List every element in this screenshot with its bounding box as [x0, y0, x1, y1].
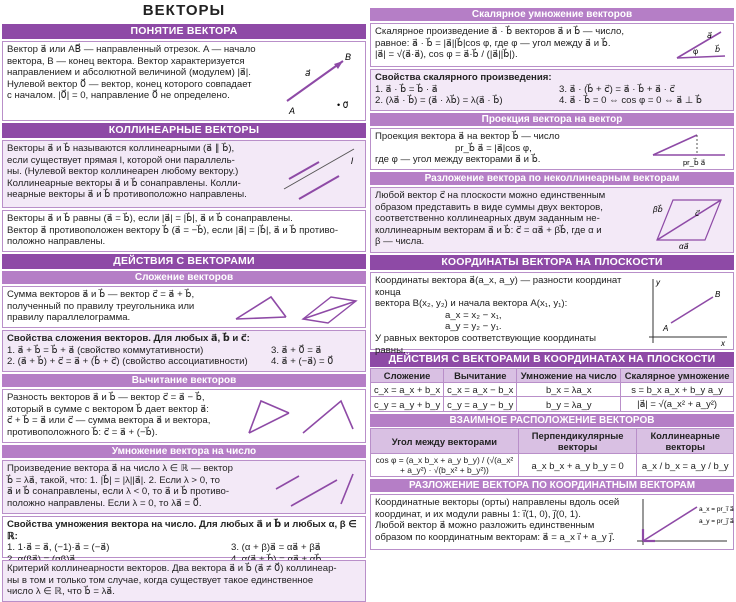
table-header: Сложение [371, 369, 444, 383]
beta-b-label: βb⃗ [653, 205, 663, 214]
triangle-rule [236, 297, 286, 319]
table-header: Перпендикулярные векторы [518, 429, 637, 454]
basis-line: Координатные векторы (орты) направлены вдоль осей [375, 497, 620, 508]
projection-box [370, 128, 734, 170]
coords-header: КООРДИНАТЫ ВЕКТОРА НА ПЛОСКОСТИ [370, 255, 734, 270]
point-b-label: B [715, 290, 721, 299]
addition-prop: 3. a⃗ + 0⃗ = a⃗ [271, 344, 322, 356]
table-cell: c_y = a_y − b_y [444, 397, 517, 412]
point-a-label: A [663, 324, 669, 333]
multiply-line: a⃗ и b⃗ сонаправлены, если λ < 0, то a⃗ и b⃗ противо- [7, 486, 230, 498]
table-header: Умножение на число [517, 369, 621, 383]
vector-ab-diagram [279, 46, 361, 116]
addition-line: полученный по правилу треугольника или [7, 300, 195, 312]
vector-a-line [289, 162, 319, 179]
addition-props-box [2, 330, 366, 372]
vector-a [653, 135, 697, 155]
collinear-figure [279, 143, 361, 205]
collinear-line: Векторы a⃗ и b⃗ называются коллинеарными (a⃗ ∥ b⃗), [7, 143, 235, 154]
collinear-line: неарные векторы a⃗ и b⃗ противоположно направлены. [7, 189, 247, 201]
decomp-header: Разложение вектора по неколлинеарным векторам [370, 172, 734, 185]
coords-line: вектора B(x₂, y₂) и начала вектора A(x₁, y₁): [375, 298, 568, 310]
multiply-props-title: Свойства умножения вектора на число. Для любых a⃗ и b⃗ и любых α, β ∈ ℝ: [7, 519, 357, 542]
table-row [371, 454, 734, 477]
collinear-line: Коллинеарные векторы a⃗ и b⃗ сонаправлены. Колли- [7, 177, 241, 189]
addition-prop: 2. (a⃗ + b⃗) + c⃗ = a⃗ + (b⃗ + c⃗) (свойство ассоциативности) [7, 356, 248, 368]
addition-box [2, 286, 366, 328]
subtraction-diagram [241, 393, 361, 439]
collinear-box [2, 140, 366, 208]
table-cell: a_x b_x + a_y b_y = 0 [518, 454, 637, 477]
scalar-prop: 3. a⃗ · (b⃗ + c⃗) = a⃗ · b⃗ + a⃗ · c⃗ [559, 83, 675, 95]
multiply-line: b⃗ = λa⃗, такой, что: 1. |b⃗| = |λ||a⃗|. 2. Если λ > 0, то [7, 474, 220, 486]
vector-neg-half-a [341, 474, 353, 504]
table-cell: b_x = λa_x [517, 383, 621, 397]
projection-diagram [649, 131, 729, 167]
scalar-prop: 1. a⃗ · b⃗ = b⃗ · a⃗ [375, 83, 438, 95]
projection-header: Проекция вектора на вектор [370, 113, 734, 126]
concept-line: направлением и абсолютной величиной (модулем) |a⃗|. [7, 67, 251, 79]
opposite-vector-rule [303, 401, 353, 433]
multiply-box [2, 460, 366, 514]
multiply-props-box [2, 516, 366, 558]
criterion-box [2, 560, 366, 602]
scalar-header: Скалярное умножение векторов [370, 8, 734, 21]
multiply-prop: 3. (α + β)a⃗ = αa⃗ + βa⃗ [231, 542, 321, 554]
arrowhead-icon [334, 61, 343, 69]
triangle-parallelogram-diagram [231, 289, 361, 325]
mutual-table [370, 428, 734, 477]
vector-a-label: a⃗ [707, 31, 712, 40]
scalar-prop: 4. a⃗ · b⃗ = 0 ⇔ cos φ = 0 ⇔ a⃗ ⊥ b⃗ [559, 95, 703, 107]
table-cell: c_y = a_y + b_y [371, 397, 444, 412]
actions-header: ДЕЙСТВИЯ С ВЕКТОРАМИ [2, 254, 366, 269]
table-header: Вычитание [444, 369, 517, 383]
collinear-header: КОЛЛИНЕАРНЫЕ ВЕКТОРЫ [2, 123, 366, 138]
addition-figure [231, 289, 361, 325]
multiply-subheader: Умножение вектора на число [2, 445, 366, 458]
collinear-line: ны. (Нулевой вектор коллинеарен любому вектору.) [7, 166, 239, 178]
point-b-label: B [345, 52, 352, 62]
ay-label: a_y = pr_j⃗ a⃗ [699, 518, 734, 525]
table-cell: b_y = λa_y [517, 397, 621, 412]
vector-a [276, 476, 299, 489]
multiply-line: Произведение вектора a⃗ на число λ ∈ ℝ — вектор [7, 463, 233, 474]
decomp-line: Любой вектор c⃗ на плоскости можно единственным [375, 190, 606, 201]
equal-line: Векторы a⃗ и b⃗ равны (a⃗ = b⃗), если |a⃗| = |b⃗|, a⃗ и b⃗ сонаправлены. [7, 213, 293, 224]
line-l-label: l [351, 156, 353, 166]
equal-line: положно направлены. [7, 236, 106, 248]
x-axis-label: x [721, 339, 725, 348]
coords-line: a_y = y₂ − y₁. [445, 321, 502, 333]
vector-a [643, 507, 697, 541]
diagonal-vector [303, 301, 356, 319]
projection-line: Проекция вектора a⃗ на вектор b⃗ — число [375, 131, 560, 142]
coordinate-diagram [643, 275, 729, 347]
page-title: ВЕКТОРЫ [142, 2, 226, 19]
addition-line: правилу параллелограмма. [7, 312, 131, 324]
subtraction-box [2, 389, 366, 443]
addition-prop: 1. a⃗ + b⃗ = b⃗ + a⃗ (свойство коммутативности) [7, 344, 204, 356]
subtraction-line: противоположного b⃗: c⃗ = a⃗ + (−b⃗). [7, 426, 158, 438]
vector-ab [671, 297, 713, 323]
equal-vectors-box [2, 210, 366, 252]
decomposition-diagram [649, 190, 729, 250]
decomp-figure [649, 190, 729, 250]
table-header: Угол между векторами [371, 429, 519, 454]
basis-line: координат, и их модули равны 1: i⃗(1, 0), j⃗(0, 1). [375, 508, 581, 520]
projection-line: где φ — угол между векторами a⃗ и b⃗. [375, 154, 541, 166]
table-cell: s = b_x a_x + b_y a_y [621, 383, 734, 397]
vector-ab-line [287, 61, 343, 101]
point-a-label: A [289, 106, 296, 116]
scalar-prop: 2. (λa⃗ · b⃗) = (a⃗ · λb⃗) = λ(a⃗ · b⃗) [375, 95, 503, 107]
coords-line: У равных векторов соответствующие координаты [375, 332, 597, 344]
basis-figure [633, 497, 734, 547]
vector-b-label: b⃗ [715, 45, 721, 54]
collinear-diagram [279, 144, 361, 204]
collinear-line: если существует прямая l, которой они параллель- [7, 154, 235, 166]
vector-c-label: c⃗ [695, 209, 700, 218]
basis-box [370, 494, 734, 550]
scalar-line: |a⃗| = √(a⃗·a⃗), cos φ = a⃗·b⃗ / (|a⃗||b⃗|). [375, 49, 518, 61]
mutual-header: ВЗАИМНОЕ РАСПОЛОЖЕНИЕ ВЕКТОРОВ [370, 414, 734, 427]
table-cell: a_x / b_x = a_y / b_y [637, 454, 734, 477]
criterion-line: число λ ∈ ℝ, что b⃗ = λa⃗. [7, 586, 115, 598]
coords-line: a_x = x₂ − x₁, [445, 309, 502, 321]
multiply-line: положно направлены. Если λ = 0, то λa⃗ = 0⃗. [7, 497, 202, 509]
table-cell: |a⃗| = √(a_x² + a_y²) [621, 397, 734, 412]
multiply-figure [271, 463, 361, 511]
scalar-line: Скалярное произведение a⃗ · b⃗ векторов a⃗ и b⃗ — число, [375, 26, 625, 37]
table-cell: c_x = a_x − b_x [444, 383, 517, 397]
basis-line: Любой вектор a⃗ можно разложить единственным [375, 520, 595, 532]
sum-vector [236, 317, 286, 319]
left-column [2, 22, 366, 602]
line-l [284, 149, 354, 189]
vector-b-line [299, 176, 339, 199]
concept-figure [279, 44, 361, 118]
coord-actions-table [370, 368, 734, 412]
vector-a-label: a⃗ [305, 68, 311, 78]
ax-label: a_x = pr_i⃗ a⃗ [699, 506, 734, 513]
scalar-line: равное: a⃗ · b⃗ = |a⃗||b⃗|cos φ, где φ — угол между a⃗ и b⃗. [375, 37, 611, 49]
angle-diagram [669, 26, 729, 64]
scalar-props-box [370, 69, 734, 111]
right-column [370, 6, 734, 550]
table-row [371, 397, 734, 412]
decomp-box [370, 187, 734, 253]
criterion-line: ны в том и только том случае, когда существует такое единственное [7, 574, 314, 586]
coords-text [375, 275, 643, 356]
basis-header: РАЗЛОЖЕНИЕ ВЕКТОРА ПО КООРДИНАТНЫМ ВЕКТОРАМ [370, 479, 734, 492]
zero-vector-label: • 0⃗ [337, 100, 349, 110]
addition-subheader: Сложение векторов [2, 271, 366, 284]
projection-label: pr_b⃗ a⃗ [683, 158, 706, 167]
table-cell: c_x = a_x + b_x [371, 383, 444, 397]
concept-box [2, 41, 366, 121]
vector-c [657, 200, 721, 240]
subtraction-line: c⃗ + b⃗ = a⃗ или c⃗ — сумма вектора a⃗ и вектора, [7, 415, 211, 427]
concept-line: с началом. |0⃗| = 0, направление 0⃗ не определено. [7, 90, 230, 102]
decomp-line: образом представить в виде суммы двух векторов, [375, 201, 603, 213]
coord-actions-header: ДЕЙСТВИЯ С ВЕКТОРАМИ В КООРДИНАТАХ НА ПЛОСКОСТИ [370, 352, 734, 367]
projection-text [375, 131, 649, 167]
decomp-line: соответственно коллинеарных двум заданным не- [375, 213, 600, 225]
scaled-vector-diagram [271, 464, 361, 510]
concept-line: Вектор a⃗ или AB⃗ — направленный отрезок. A — начало [7, 44, 256, 55]
coords-figure [643, 275, 729, 347]
alpha-a-label: αa⃗ [679, 242, 689, 251]
subtraction-text [7, 392, 241, 440]
y-axis-label: y [656, 278, 660, 287]
subtraction-line: который в сумме с вектором b⃗ дает вектор a⃗: [7, 403, 209, 415]
table-row [371, 383, 734, 397]
basis-text [375, 497, 633, 547]
concept-header: ПОНЯТИЕ ВЕКТОРА [2, 24, 366, 39]
table-header: Скалярное умножение [621, 369, 734, 383]
scalar-props-title: Свойства скалярного произведения: [375, 72, 552, 83]
concept-line: Нулевой вектор 0⃗ — вектор, конец которого совпадает [7, 78, 252, 90]
decomp-line: β — числа. [375, 236, 425, 248]
addition-prop: 4. a⃗ + (−a⃗) = 0⃗ [271, 356, 334, 368]
concept-text [7, 44, 279, 118]
scalar-text [375, 26, 669, 64]
decomp-line: коллинеарным векторам a⃗ и b⃗: c⃗ = αa⃗ + βb⃗, где α и [375, 224, 602, 236]
difference-triangle [249, 401, 289, 433]
scalar-figure [669, 26, 729, 64]
equal-line: Вектор a⃗ противоположен вектору b⃗ (a⃗ = −b⃗), если |a⃗| = |b⃗|, a⃗ и b⃗ противо- [7, 224, 339, 236]
projection-figure [649, 131, 729, 167]
vector-2a [291, 480, 337, 506]
coords-line: Координаты вектора a⃗(a_x, a_y) — разности координат конца [375, 275, 622, 298]
addition-line: Сумма векторов a⃗ и b⃗ — вектор c⃗ = a⃗ + b⃗, [7, 289, 195, 300]
subtraction-line: Разность векторов a⃗ и b⃗ — вектор c⃗ = a⃗ − b⃗, [7, 392, 205, 403]
table-header: Коллинеарные векторы [637, 429, 734, 454]
angle-phi-label: φ [693, 47, 699, 56]
decomp-text [375, 190, 649, 250]
basis-diagram [633, 497, 734, 547]
coords-box [370, 272, 734, 356]
addition-props-title: Свойства сложения векторов. Для любых a⃗, b⃗ и c⃗: [7, 333, 250, 344]
multiply-text [7, 463, 271, 511]
basis-line: образом по координатным векторам: a⃗ = a_x i⃗ + a_y j⃗. [375, 531, 615, 543]
projection-line: pr_b⃗ a⃗ = |a⃗|cos φ, [455, 142, 532, 154]
scalar-box [370, 23, 734, 67]
coords-line: равны. [375, 344, 406, 356]
vector-b [677, 56, 725, 58]
criterion-line: Критерий коллинеарности векторов. Два вектора a⃗ и b⃗ (a⃗ ≠ 0⃗) коллинеар- [7, 563, 337, 574]
concept-line: вектора, B — конец вектора. Вектор характеризуется [7, 55, 245, 67]
collinear-text [7, 143, 279, 205]
table-cell: cos φ = (a_x b_x + a_y b_y) / (√(a_x² + a_y²) · √(b_x² + b_y²)) [371, 454, 519, 477]
multiply-prop: 1. 1·a⃗ = a⃗, (−1)·a⃗ = (−a⃗) [7, 542, 110, 554]
subtraction-figure [241, 392, 361, 440]
addition-text [7, 289, 231, 325]
subtraction-subheader: Вычитание векторов [2, 374, 366, 387]
